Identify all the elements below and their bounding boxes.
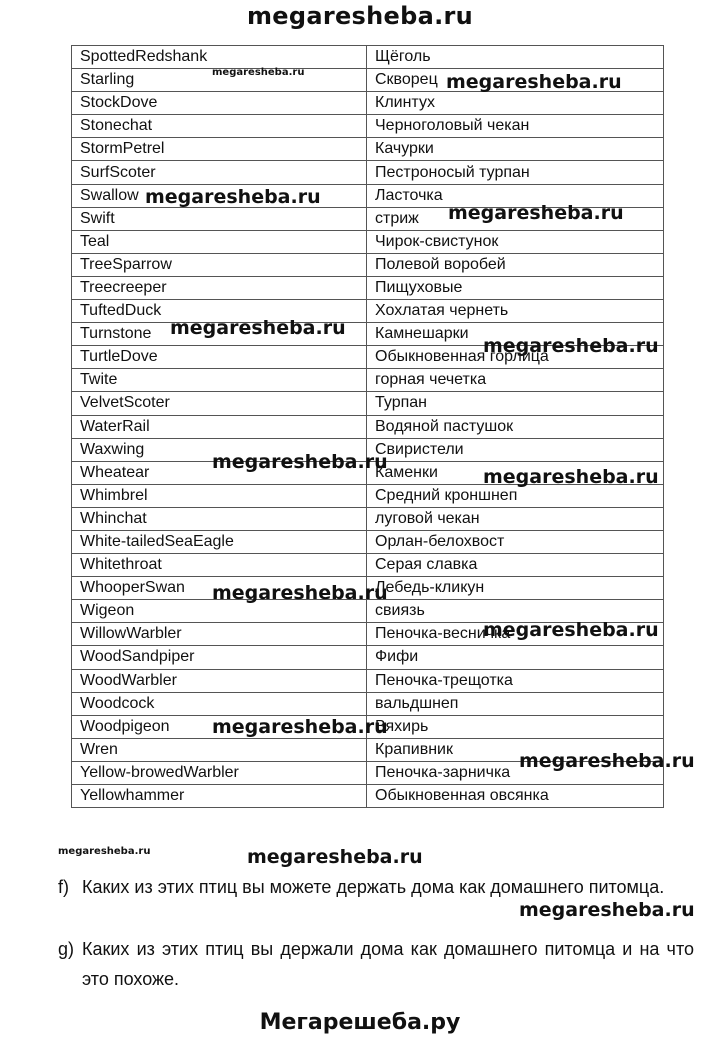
watermark: megaresheba.ru — [446, 71, 622, 93]
watermark: megaresheba.ru — [483, 619, 659, 641]
russian-name-cell: Водяной пастушок — [367, 415, 664, 438]
russian-name-cell: Обыкновенная горлица — [367, 346, 664, 369]
english-name-cell: TurtleDove — [72, 346, 367, 369]
table-row — [72, 369, 664, 392]
english-name-cell: Waxwing — [72, 438, 367, 461]
english-name-cell: WillowWarbler — [72, 623, 367, 646]
table-row — [72, 484, 664, 507]
question-text: Каких из этих птиц вы можете держать дома как домашнего питомца. — [82, 877, 665, 897]
question-text: Каких из этих птиц вы держали дома как домашнего питомца и на что это похоже. — [82, 939, 694, 989]
russian-name-cell: вальдшнеп — [367, 692, 664, 715]
russian-name-cell: Пищуховые — [367, 276, 664, 299]
russian-name-cell: Серая славка — [367, 554, 664, 577]
english-name-cell: StormPetrel — [72, 138, 367, 161]
table-row — [72, 230, 664, 253]
english-name-cell: Wren — [72, 738, 367, 761]
table-row — [72, 715, 664, 738]
table-row — [72, 46, 664, 69]
english-name-cell: TreeSparrow — [72, 253, 367, 276]
russian-name-cell: горная чечетка — [367, 369, 664, 392]
english-name-cell: StockDove — [72, 92, 367, 115]
english-name-cell: Turnstone — [72, 323, 367, 346]
russian-name-cell: Обыкновенная овсянка — [367, 785, 664, 808]
table-row — [72, 346, 664, 369]
watermark: megaresheba.ru — [212, 716, 388, 738]
english-name-cell: Stonechat — [72, 115, 367, 138]
russian-name-cell: Каменки — [367, 461, 664, 484]
table-row — [72, 161, 664, 184]
table-row — [72, 554, 664, 577]
english-name-cell: WoodSandpiper — [72, 646, 367, 669]
russian-name-cell: Полевой воробей — [367, 253, 664, 276]
russian-name-cell: луговой чекан — [367, 507, 664, 530]
watermark: megaresheba.ru — [483, 335, 659, 357]
question-g — [58, 934, 698, 989]
table-row — [72, 600, 664, 623]
table-row — [72, 738, 664, 761]
russian-name-cell: Пеночка-зарничка — [367, 761, 664, 784]
table-row — [72, 69, 664, 92]
english-name-cell: Swift — [72, 207, 367, 230]
english-name-cell: Wigeon — [72, 600, 367, 623]
table-row — [72, 438, 664, 461]
english-name-cell: Yellow-browedWarbler — [72, 761, 367, 784]
english-name-cell: SurfScoter — [72, 161, 367, 184]
table-row — [72, 115, 664, 138]
table-row — [72, 92, 664, 115]
russian-name-cell: Средний кроншнеп — [367, 484, 664, 507]
russian-name-cell: Хохлатая чернеть — [367, 300, 664, 323]
russian-name-cell: Вяхирь — [367, 715, 664, 738]
english-name-cell: Treecreeper — [72, 276, 367, 299]
table-row — [72, 692, 664, 715]
table-row — [72, 507, 664, 530]
russian-name-cell: Пеночка-трещотка — [367, 669, 664, 692]
table-row — [72, 785, 664, 808]
russian-name-cell: Черноголовый чекан — [367, 115, 664, 138]
english-name-cell: Woodcock — [72, 692, 367, 715]
english-name-cell: SpottedRedshank — [72, 46, 367, 69]
english-name-cell: WhooperSwan — [72, 577, 367, 600]
english-name-cell: White-tailedSeaEagle — [72, 530, 367, 553]
watermark: megaresheba.ru — [519, 750, 695, 772]
site-title: megaresheba.ru — [246, 2, 474, 30]
watermark: megaresheba.ru — [212, 67, 305, 78]
table-row — [72, 530, 664, 553]
russian-name-cell: Пеночка-весничка — [367, 623, 664, 646]
table-row — [72, 253, 664, 276]
bottom-title: Мегарешеба.ру — [259, 1010, 461, 1035]
table-row — [72, 577, 664, 600]
table-row — [72, 623, 664, 646]
question-f — [58, 872, 698, 902]
table-row — [72, 415, 664, 438]
table-row — [72, 207, 664, 230]
english-name-cell: WaterRail — [72, 415, 367, 438]
table-row — [72, 461, 664, 484]
english-name-cell: Whinchat — [72, 507, 367, 530]
table-row — [72, 761, 664, 784]
table-row — [72, 276, 664, 299]
english-name-cell: TuftedDuck — [72, 300, 367, 323]
table-row — [72, 323, 664, 346]
russian-name-cell: Чирок-свистунок — [367, 230, 664, 253]
watermark: megaresheba.ru — [212, 582, 388, 604]
bird-names-table — [71, 45, 664, 808]
watermark: megaresheba.ru — [58, 846, 151, 857]
english-name-cell: Yellowhammer — [72, 785, 367, 808]
question-letter: f) — [58, 877, 69, 897]
russian-name-cell: Крапивник — [367, 738, 664, 761]
russian-name-cell: Камнешарки — [367, 323, 664, 346]
russian-name-cell: Ласточка — [367, 184, 664, 207]
english-name-cell: Swallow — [72, 184, 367, 207]
english-name-cell: VelvetScoter — [72, 392, 367, 415]
table-row — [72, 646, 664, 669]
english-name-cell: WoodWarbler — [72, 669, 367, 692]
watermark: megaresheba.ru — [212, 451, 388, 473]
russian-name-cell: Свиристели — [367, 438, 664, 461]
question-letter: g) — [58, 939, 75, 959]
table-row — [72, 184, 664, 207]
russian-name-cell: стриж — [367, 207, 664, 230]
russian-name-cell: Щёголь — [367, 46, 664, 69]
watermark: megaresheba.ru — [145, 186, 321, 208]
english-name-cell: Whimbrel — [72, 484, 367, 507]
english-name-cell: Woodpigeon — [72, 715, 367, 738]
russian-name-cell: Скворец — [367, 69, 664, 92]
watermark: megaresheba.ru — [483, 466, 659, 488]
english-name-cell: Starling — [72, 69, 367, 92]
english-name-cell: Twite — [72, 369, 367, 392]
watermark: megaresheba.ru — [170, 317, 346, 339]
russian-name-cell: Пестроносый турпан — [367, 161, 664, 184]
table-row — [72, 669, 664, 692]
english-name-cell: Whitethroat — [72, 554, 367, 577]
russian-name-cell: Турпан — [367, 392, 664, 415]
russian-name-cell: Клинтух — [367, 92, 664, 115]
table-row — [72, 392, 664, 415]
russian-name-cell: Орлан-белохвост — [367, 530, 664, 553]
watermark: megaresheba.ru — [247, 846, 423, 868]
watermark: megaresheba.ru — [519, 899, 695, 921]
russian-name-cell: Качурки — [367, 138, 664, 161]
russian-name-cell: Лебедь-кликун — [367, 577, 664, 600]
russian-name-cell: Фифи — [367, 646, 664, 669]
table-row — [72, 138, 664, 161]
english-name-cell: Wheatear — [72, 461, 367, 484]
english-name-cell: Teal — [72, 230, 367, 253]
russian-name-cell: свиязь — [367, 600, 664, 623]
table-row — [72, 300, 664, 323]
watermark: megaresheba.ru — [448, 202, 624, 224]
